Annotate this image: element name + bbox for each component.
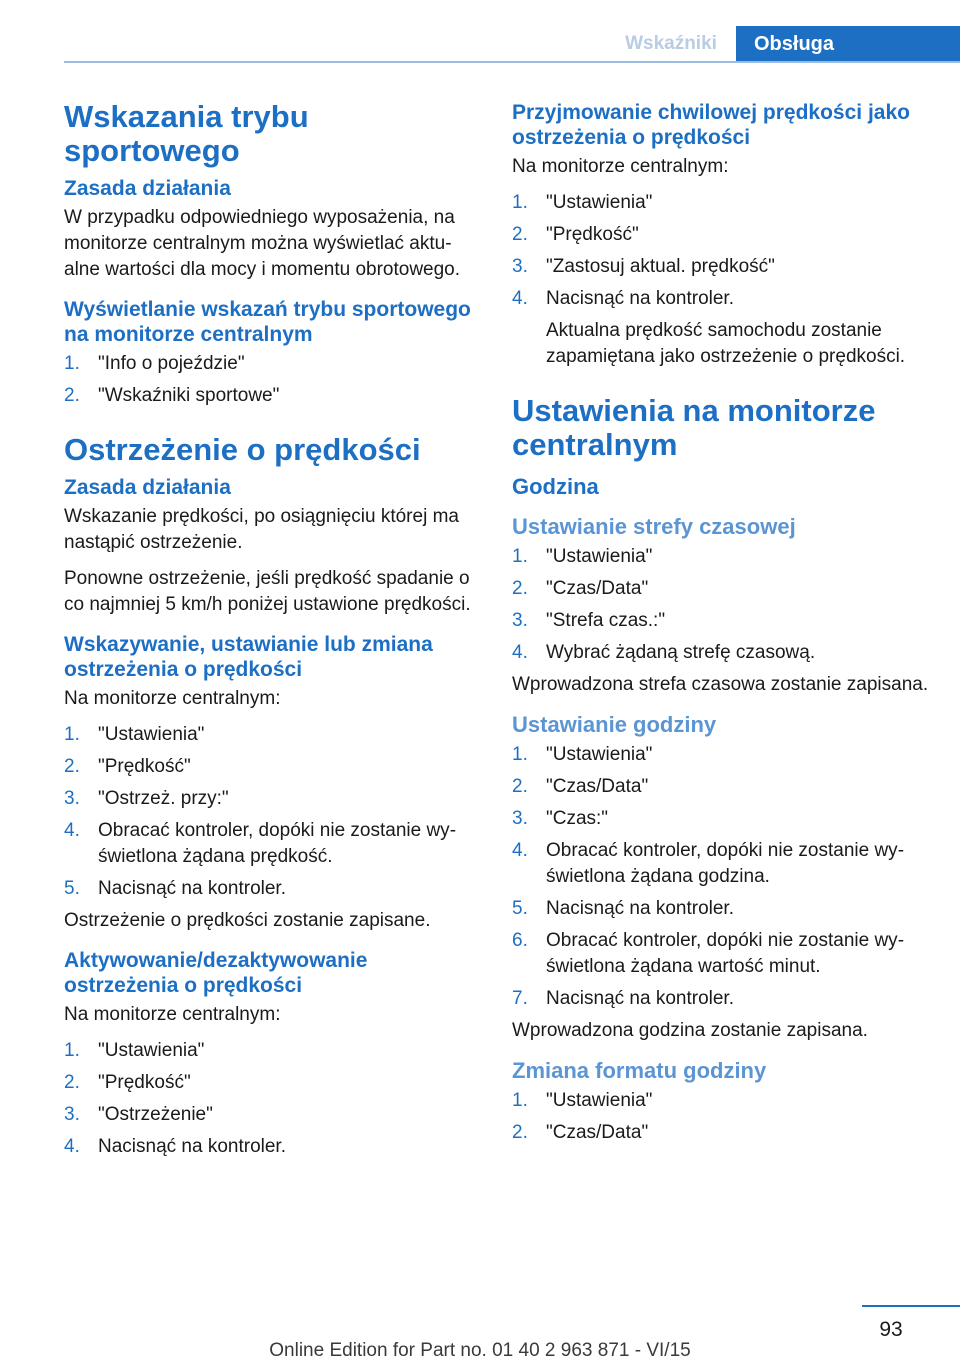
list-item: [512, 774, 932, 800]
list-item: [512, 838, 932, 890]
list-item-text: Obracać kontroler, dopóki nie zostanie wyświetlona żądana godzina.: [546, 840, 905, 887]
footer-rule: [862, 1305, 960, 1307]
list-time-format-steps: [512, 1088, 932, 1146]
list-item-number: 2.: [512, 776, 528, 797]
heading-set-time: Ustawianie godziny: [512, 712, 717, 737]
list-item-number: 1.: [64, 1040, 80, 1061]
list-item-number: 4.: [64, 820, 80, 841]
list-sport-steps: [64, 351, 478, 409]
paragraph-on-monitor: Na monitorze centralnym:: [64, 1004, 281, 1025]
list-item-note: Aktualna prędkość samochodu zostanie zapamiętana jako ostrzeżenie o prędkości.: [546, 320, 906, 367]
list-item-number: 7.: [512, 988, 528, 1009]
list-item-number: 2.: [512, 224, 528, 245]
heading-monitor-settings: Ustawienia na monitorze centralnym: [512, 393, 876, 462]
list-item-text: "Ustawienia": [98, 1040, 205, 1061]
list-item-text: "Czas:": [546, 808, 609, 829]
header-tab-operation: Obsługa: [736, 26, 960, 62]
heading-sport-on-monitor: Wyświetlanie wskazań trybu sportowego na monitorze centralnym: [64, 298, 471, 346]
heading-current-speed: Przyjmowanie chwilowej prędkości jako ostrzeżenia o prędkości: [512, 101, 910, 149]
list-item-number: 2.: [64, 385, 80, 406]
list-item-text: Nacisnąć na kontroler.: [98, 878, 286, 899]
list-item-text: Obracać kontroler, dopóki nie zostanie wyświetlona żądana prędkość.: [98, 820, 457, 867]
list-item: [512, 742, 932, 768]
list-item-text: "Ustawienia": [546, 192, 653, 213]
list-item-number: 4.: [512, 288, 528, 309]
list-item-text: "Ostrzeż. przy:": [98, 788, 229, 809]
list-item: [512, 986, 932, 1012]
list-item-text: "Czas/Data": [546, 776, 649, 797]
footer-edition: Online Edition for Part no. 01 40 2 963 871 - VI/15: [269, 1340, 691, 1361]
list-item: [64, 1102, 478, 1128]
list-item: [512, 896, 932, 922]
header-rule: [64, 61, 960, 63]
list-item-number: 3.: [64, 788, 80, 809]
list-item-text: Nacisnąć na kontroler.: [546, 288, 734, 309]
list-item: [64, 1038, 478, 1064]
list-item-number: 1.: [512, 744, 528, 765]
list-speed-toggle-steps: [64, 1038, 478, 1160]
heading-change-time-format: Zmiana formatu godziny: [512, 1058, 767, 1083]
list-item-number: 1.: [512, 1090, 528, 1111]
list-timezone-steps: [512, 544, 932, 666]
list-item: [64, 722, 478, 748]
list-item-number: 5.: [512, 898, 528, 919]
list-item: [64, 876, 478, 902]
list-item-number: 1.: [512, 546, 528, 567]
left-column: [64, 100, 478, 1166]
list-item-text: "Ustawienia": [546, 744, 653, 765]
right-column: [512, 100, 932, 1152]
list-item-number: 2.: [64, 756, 80, 777]
list-item: [512, 576, 932, 602]
list-item-number: 1.: [64, 353, 80, 374]
list-current-speed-steps: [512, 190, 932, 370]
list-item: [64, 383, 478, 409]
list-item-number: 3.: [64, 1104, 80, 1125]
heading-principle: Zasada działania: [64, 476, 231, 499]
paragraph-speed-repeat: Ponowne ostrzeżenie, jeśli prędkość spadanie o co najmniej 5 km/h poniżej ustawione prędkości.: [64, 568, 471, 615]
list-item: [64, 786, 478, 812]
page-number: 93: [879, 1318, 903, 1341]
list-item: [64, 1070, 478, 1096]
heading-principle: Zasada działania: [64, 177, 231, 200]
list-item-number: 3.: [512, 808, 528, 829]
list-item-text: "Ostrzeżenie": [98, 1104, 213, 1125]
list-item: [512, 1120, 932, 1146]
list-item: [512, 544, 932, 570]
list-item: [512, 190, 932, 216]
heading-speed-set: Wskazywanie, ustawianie lub zmiana ostrzeżenia o prędkości: [64, 633, 433, 681]
list-item-text: Nacisnąć na kontroler.: [546, 898, 734, 919]
paragraph-speed-principle: Wskazanie prędkości, po osiągnięciu której ma nastąpić ostrzeżenie.: [64, 506, 459, 553]
list-item-text: "Zastosuj aktual. prędkość": [546, 256, 775, 277]
list-item-number: 2.: [512, 1122, 528, 1143]
paragraph-sport-principle: W przypadku odpowiedniego wyposażenia, na monitorze centralnym można wyświetlać aktualne wartości dla mocy i momentu obrotowego.: [64, 207, 461, 280]
list-item-text: "Prędkość": [98, 756, 191, 777]
paragraph-on-monitor: Na monitorze centralnym:: [64, 688, 281, 709]
list-item: [512, 1088, 932, 1114]
list-item-number: 2.: [64, 1072, 80, 1093]
paragraph-on-monitor: Na monitorze centralnym:: [512, 156, 729, 177]
list-item-text: "Info o pojeździe": [98, 353, 245, 374]
list-item-number: 2.: [512, 578, 528, 599]
list-item: [64, 1134, 478, 1160]
list-item-number: 5.: [64, 878, 80, 899]
header-tab-indicators: Wskaźniki: [625, 33, 717, 54]
list-item-text: "Czas/Data": [546, 1122, 649, 1143]
list-item-text: "Ustawienia": [546, 546, 653, 567]
paragraph-speed-saved: Ostrzeżenie o prędkości zostanie zapisane.: [64, 910, 431, 931]
list-item-number: 4.: [512, 840, 528, 861]
list-item-number: 6.: [512, 930, 528, 951]
list-item: [512, 222, 932, 248]
list-item: [512, 608, 932, 634]
list-item-number: 3.: [512, 610, 528, 631]
paragraph-timezone-saved: Wprowadzona strefa czasowa zostanie zapisana.: [512, 674, 929, 695]
list-item-number: 4.: [512, 642, 528, 663]
list-item-text: "Wskaźniki sportowe": [98, 385, 280, 406]
heading-speed-toggle: Aktywowanie/dezaktywowanie ostrzeżenia o prędkości: [64, 949, 368, 997]
heading-sport-display: Wskazania trybu sportowego: [64, 99, 309, 168]
list-item-number: 4.: [64, 1136, 80, 1157]
list-item-text: "Ustawienia": [546, 1090, 653, 1111]
list-item-text: "Prędkość": [98, 1072, 191, 1093]
list-item-text: "Prędkość": [546, 224, 639, 245]
paragraph-time-saved: Wprowadzona godzina zostanie zapisana.: [512, 1020, 868, 1041]
heading-speed-warning: Ostrzeżenie o prędkości: [64, 432, 421, 467]
list-time-steps: [512, 742, 932, 1012]
list-item-number: 3.: [512, 256, 528, 277]
list-item: [64, 818, 478, 870]
list-item: [512, 806, 932, 832]
list-item: [64, 754, 478, 780]
list-item: [512, 286, 932, 370]
list-item-text: Nacisnąć na kontroler.: [98, 1136, 286, 1157]
list-item-text: "Strefa czas.:": [546, 610, 666, 631]
list-item: [512, 254, 932, 280]
list-item-text: Nacisnąć na kontroler.: [546, 988, 734, 1009]
list-item-text: Wybrać żądaną strefę czasową.: [546, 642, 816, 663]
heading-set-timezone: Ustawianie strefy czasowej: [512, 514, 796, 539]
list-speed-set-steps: [64, 722, 478, 902]
list-item-text: "Ustawienia": [98, 724, 205, 745]
list-item-number: 1.: [512, 192, 528, 213]
list-item-text: Obracać kontroler, dopóki nie zostanie wyświetlona żądana wartość minut.: [546, 930, 905, 977]
list-item: [512, 640, 932, 666]
list-item-number: 1.: [64, 724, 80, 745]
list-item: [512, 928, 932, 980]
list-item: [64, 351, 478, 377]
list-item-text: "Czas/Data": [546, 578, 649, 599]
heading-time: Godzina: [512, 474, 599, 499]
